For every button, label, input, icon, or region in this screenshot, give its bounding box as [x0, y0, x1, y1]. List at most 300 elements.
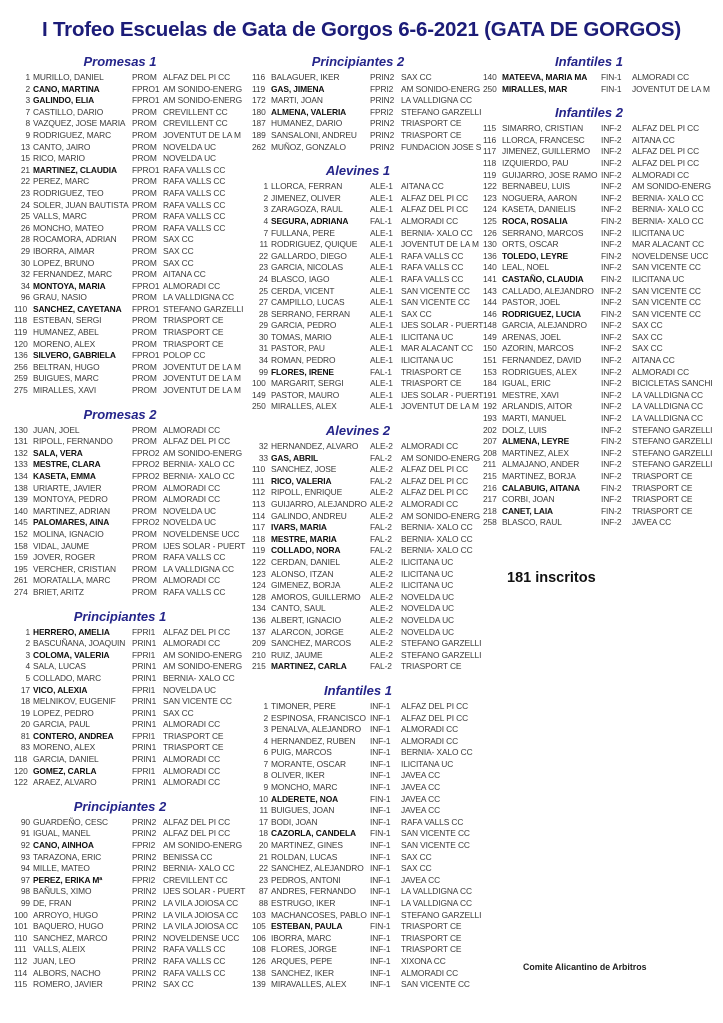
category-title: Promesas 1 [83, 54, 157, 69]
rider-name: CAMPILLO, LUCAS [271, 297, 345, 308]
rider-row [252, 343, 488, 355]
rider-category: INF-1 [370, 863, 391, 874]
rider-name: FLORES, IRENE [271, 366, 334, 377]
rider-club: BERNIA- XALO CC [163, 672, 235, 683]
rider-name: CERDAN, DANIEL [271, 556, 340, 567]
rider-number: 29 [20, 245, 30, 256]
rider-club: XIXONA CC [401, 955, 446, 966]
rider-name: CALLADO, ALEJANDRO [502, 285, 594, 296]
rider-category: FIN-1 [601, 83, 622, 94]
rider-row [252, 794, 488, 806]
rider-category: PROM [132, 385, 157, 396]
rider-number: 124 [252, 580, 266, 591]
rider-number: 3 [25, 95, 30, 106]
rider-name: HUMANEZ, DARIO [271, 118, 343, 129]
rider-row [483, 471, 719, 483]
rider-row [14, 506, 250, 518]
rider-club: LA VALLDIGNA CC [632, 389, 703, 400]
rider-number: 32 [258, 441, 268, 452]
rider-number: 22 [258, 250, 268, 261]
rider-name: RODRIGUEZ, MARC [33, 129, 112, 140]
rider-category: INF-2 [601, 424, 622, 435]
rider-name: ALBERT, IGNACIO [271, 614, 342, 625]
rider-club: NOVELDENSE UCC [163, 528, 240, 539]
rider-number: 259 [14, 373, 28, 384]
rider-name: KASETA, DANIELIS [502, 204, 576, 215]
rider-name: ALARCON, JORGE [271, 626, 344, 637]
rider-club: TRIASPORT CE [632, 482, 693, 493]
rider-category: INF-2 [601, 192, 622, 203]
rider-category: PRIN1 [132, 696, 157, 707]
rider-category: FIN-2 [601, 250, 622, 261]
rider-name: IZQUIERDO, PAU [502, 157, 569, 168]
rider-category: ALE-2 [370, 626, 393, 637]
rider-number: 134 [252, 603, 266, 614]
rider-name: JUAN, JOEL [33, 424, 80, 435]
rider-name: RIPOLL, ENRIQUE [271, 487, 343, 498]
rider-row [252, 747, 488, 759]
rider-number: 133 [14, 459, 28, 470]
rider-name: NOGUERA, AARON [502, 192, 577, 203]
rider-row [483, 413, 719, 425]
rider-row [14, 685, 250, 697]
rider-name: MONTOYA, MARIA [33, 280, 106, 291]
rider-club: ALMORADI CC [163, 777, 221, 788]
rider-number: 7 [25, 106, 30, 117]
rider-club: STEFANO GARZELLI [632, 424, 713, 435]
rider-category: PROM [132, 141, 157, 152]
rider-number: 17 [20, 684, 30, 695]
rider-row [252, 239, 488, 251]
rider-number: 152 [14, 528, 28, 539]
rider-number: 26 [20, 222, 30, 233]
rider-row [483, 228, 719, 240]
rider-number: 126 [483, 227, 497, 238]
rider-club: SAN VICENTE CC [401, 828, 470, 839]
rider-club: ALFAZ DEL PI CC [401, 192, 469, 203]
rider-row [252, 615, 488, 627]
rider-category: PRIN2 [370, 72, 395, 82]
rider-number: 141 [483, 273, 497, 284]
rider-name: LLORCA, FERRAN [271, 181, 343, 192]
rider-row [483, 239, 719, 251]
rider-number: 4 [263, 735, 268, 746]
rider-name: ROMAN, PEDRO [271, 355, 336, 366]
rider-category: INF-2 [601, 123, 622, 134]
rider-category: PROM [132, 118, 157, 129]
rider-club: RAFA VALLS CC [163, 552, 226, 563]
rider-club: BERNIA- XALO CC [163, 459, 235, 470]
rider-category: PRIN2 [370, 95, 395, 106]
rider-name: MATEEVA, MARIA MA [502, 72, 588, 82]
rider-club: SAX CC [163, 257, 194, 268]
rider-club: ALMORADI CC [163, 280, 221, 291]
rider-category: PROM [132, 222, 157, 233]
rider-category: PRIN2 [370, 141, 395, 152]
rider-name: TARAZONA, ERIC [33, 851, 102, 862]
rider-row [252, 650, 488, 662]
rider-number: 20 [258, 840, 268, 851]
rider-category: FAL-1 [370, 215, 392, 226]
rider-number: 110 [14, 303, 28, 314]
rider-name: BODI, JOAN [271, 816, 318, 827]
rider-category: PRIN2 [132, 979, 157, 990]
rider-club: RAFA VALLS CC [163, 199, 226, 210]
rider-name: SANCHEZ, IKER [271, 967, 334, 978]
rider-number: 131 [14, 436, 28, 447]
rider-row [252, 782, 488, 794]
rider-number: 17 [258, 816, 268, 827]
rider-name: CASTAÑO, CLAUDIA [502, 273, 584, 284]
rider-club: TRIASPORT CE [163, 742, 224, 753]
rider-number: 111 [252, 475, 265, 486]
rider-club: ALMORADI CC [401, 724, 459, 735]
rider-number: 250 [252, 401, 266, 412]
rider-name: FERNANDEZ, MARC [33, 269, 112, 280]
rider-club: JAVEA CC [401, 874, 441, 885]
rider-name: DOLZ, LUIS [502, 424, 547, 435]
rider-number: 193 [483, 413, 497, 424]
rider-name: ARAEZ, ALVARO [33, 777, 97, 788]
rider-number: 30 [20, 257, 30, 268]
rider-name: GOMEZ, CARLA [33, 765, 97, 776]
rider-row [252, 759, 488, 771]
rider-number: 189 [252, 129, 266, 140]
rider-number: 110 [14, 932, 28, 943]
rider-name: TOLEDO, LEYRE [502, 250, 569, 261]
rider-name: MARTINEZ, CARLA [271, 661, 347, 672]
rider-category: INF-1 [370, 967, 391, 978]
rider-category: PROM [132, 72, 157, 82]
rider-number: 21 [258, 851, 268, 862]
rider-name: LOPEZ, BRUNO [33, 257, 95, 268]
rider-category: INF-1 [370, 909, 391, 920]
rider-club: BERNIA- XALO CC [632, 215, 704, 226]
rider-number: 1 [263, 700, 268, 711]
rider-name: RUIZ, JAUME [271, 649, 323, 660]
rider-category: PROM [132, 528, 157, 539]
rider-name: ARENAS, JOEL [502, 331, 561, 342]
rider-number: 112 [252, 487, 266, 498]
rider-row [252, 181, 488, 193]
rider-category: ALE-1 [370, 285, 393, 296]
rider-row [252, 72, 488, 84]
rider-category: INF-2 [601, 355, 622, 366]
rider-number: 113 [252, 499, 266, 509]
rider-number: 126 [252, 955, 266, 966]
rider-category: INF-2 [601, 134, 622, 145]
rider-number: 209 [252, 638, 266, 649]
rider-category: ALE-2 [370, 614, 393, 625]
rider-club: TRIASPORT CE [632, 505, 693, 516]
rider-number: 136 [14, 350, 28, 361]
rider-number: 158 [14, 540, 28, 551]
rider-club: ALFAZ DEL PI CC [163, 436, 231, 447]
rider-club: BERNIA- XALO CC [401, 522, 473, 533]
rider-name: MORATALLA, MARC [33, 575, 111, 586]
rider-name: ROLDAN, LUCAS [271, 851, 338, 862]
rider-club: STEFANO GARZELLI [632, 436, 713, 447]
rider-category: PRIN2 [132, 967, 157, 978]
rider-row [14, 315, 250, 327]
rider-name: VAZQUEZ, JOSE MARIA [33, 118, 126, 129]
rider-category: INF-2 [601, 227, 622, 238]
rider-number: 19 [20, 707, 30, 718]
rider-number: 87 [258, 886, 268, 897]
rider-category: FPRI1 [132, 684, 156, 695]
rider-row [483, 297, 719, 309]
rider-name: MIRALLES, XAVI [33, 385, 97, 396]
rider-number: 116 [483, 134, 497, 145]
rider-number: 23 [258, 262, 268, 273]
rider-club: SAN VICENTE CC [163, 696, 232, 707]
category-title: Infantiles 2 [555, 105, 623, 121]
rider-category: ALE-1 [370, 343, 393, 354]
rider-club: NOVELDA UC [163, 505, 216, 516]
total-registered: 181 inscritos [507, 570, 596, 586]
rider-category: PRIN1 [132, 754, 157, 765]
rider-name: MILLE, MATEO [33, 863, 90, 874]
category-section [252, 163, 488, 413]
rider-number: 101 [14, 921, 28, 932]
rider-club: JOVENTUT DE LA M [163, 373, 241, 384]
rider-name: PALOMARES, AINA [33, 517, 110, 528]
rider-number: 153 [483, 366, 497, 377]
rider-name: GALINDO, ANDREU [271, 510, 347, 521]
rider-club: ALMORADI CC [163, 765, 221, 776]
rider-row [14, 638, 250, 650]
rider-club: RAFA VALLS CC [163, 955, 226, 966]
rider-number: 138 [14, 482, 28, 493]
rider-club: CREVILLENT CC [163, 106, 228, 117]
rider-row [252, 332, 488, 344]
rider-club: AITANA CC [401, 181, 444, 192]
rider-club: ILICITANA UC [401, 355, 454, 366]
rider-name: PENALVA, ALEJANDRO [271, 724, 362, 735]
rider-category: FIN-1 [370, 921, 391, 932]
category-section [252, 423, 488, 673]
rider-number: 208 [483, 447, 497, 458]
rider-row [483, 170, 719, 182]
category-section [14, 609, 250, 789]
rider-name: BERNABEU, LUIS [502, 181, 570, 192]
rider-name: IGUAL, ERIC [502, 378, 551, 389]
rider-number: 88 [258, 898, 268, 908]
rider-category: INF-1 [370, 874, 391, 885]
rider-category: INF-2 [601, 471, 622, 481]
rider-row [14, 921, 250, 933]
rider-number: 140 [14, 505, 28, 516]
rider-number: 24 [20, 199, 30, 210]
rider-row [14, 350, 250, 362]
rider-club: AM SONIDO-ENERG [163, 840, 242, 851]
rider-name: IBORRA, AIMAR [33, 245, 95, 256]
rider-name: GALINDO, ELIA [33, 95, 95, 106]
rider-club: RAFA VALLS CC [163, 586, 226, 597]
rider-name: VALLS, MARC [33, 211, 87, 222]
rider-club: SAX CC [632, 331, 663, 342]
rider-category: FPRI1 [132, 649, 156, 660]
rider-name: VICO, ALEXIA [33, 684, 88, 695]
rider-name: MARTI, JOAN [271, 95, 323, 106]
rider-club: ALFAZ DEL PI CC [401, 487, 469, 498]
rider-club: TRIASPORT CE [401, 366, 462, 377]
rider-name: SANCHEZ, MARCOS [271, 638, 351, 649]
rider-category: PROM [132, 199, 157, 210]
rider-row [483, 251, 719, 263]
rider-category: FIN-2 [601, 308, 622, 319]
rider-name: SANCHEZ, CAYETANA [33, 303, 122, 314]
rider-category: INF-1 [370, 712, 391, 723]
rider-club: ALFAZ DEL PI CC [401, 712, 469, 723]
rider-row [252, 464, 488, 476]
rider-name: GUIJARRO, ALEJANDRO [271, 499, 367, 509]
rider-club: AITANA CC [632, 355, 675, 366]
rider-row [14, 627, 250, 639]
rider-club: LA VALLDIGNA CC [632, 401, 703, 412]
rider-row [483, 84, 719, 96]
rider-number: 97 [20, 874, 30, 885]
rider-category: INF-2 [601, 343, 622, 354]
rider-category: ALE-1 [370, 331, 393, 342]
rider-category: PROM [132, 245, 157, 256]
rider-row [252, 968, 488, 980]
rider-number: 3 [263, 204, 268, 215]
rider-row [483, 367, 719, 379]
rider-category: INF-2 [601, 204, 622, 215]
rider-name: MARTINEZ, ADRIAN [33, 505, 110, 516]
rider-number: 132 [14, 447, 28, 458]
rider-row [252, 511, 488, 523]
rider-row [14, 875, 250, 887]
rider-name: HERNANDEZ, RUBEN [271, 735, 356, 746]
rider-row [14, 564, 250, 576]
rider-club: NOVELDA UC [401, 614, 454, 625]
rider-row [252, 107, 488, 119]
rider-row [252, 309, 488, 321]
rider-name: CANTO, JAIRO [33, 141, 91, 152]
rider-row [252, 522, 488, 534]
rider-number: 114 [14, 967, 28, 978]
rider-name: MONCHO, MARC [271, 782, 338, 793]
rider-club: STEFANO GARZELLI [632, 447, 713, 458]
rider-row [14, 176, 250, 188]
category-section [252, 54, 488, 153]
rider-number: 207 [483, 436, 497, 447]
rider-name: BELTRAN, HUGO [33, 361, 100, 372]
rider-category: ALE-2 [370, 603, 393, 614]
rider-number: 7 [263, 758, 268, 769]
rider-category: FPRI1 [132, 765, 156, 776]
rider-row [483, 123, 719, 135]
rider-number: 151 [483, 355, 497, 366]
rider-name: MESTRE, XAVI [502, 389, 559, 400]
rider-name: ESPINOSA, FRANCISCO [271, 712, 366, 723]
rider-category: FIN-2 [601, 273, 622, 284]
rider-name: BAQUERO, HUGO [33, 921, 104, 932]
rider-row [14, 766, 250, 778]
rider-club: STEFANO GARZELLI [401, 909, 482, 920]
rider-name: BRIET, ARITZ [33, 586, 84, 597]
rider-row [252, 130, 488, 142]
rider-name: ALMENA, VALERIA [271, 106, 347, 117]
rider-number: 92 [20, 840, 30, 851]
rider-name: ROCAMORA, ADRIAN [33, 234, 117, 245]
rider-number: 117 [483, 146, 497, 157]
rider-name: CONTERO, ANDREA [33, 730, 114, 741]
rider-category: PROM [132, 563, 157, 574]
rider-row [14, 258, 250, 270]
rider-category: INF-2 [601, 157, 622, 168]
rider-row [252, 979, 488, 991]
rider-club: ALMORADI CC [401, 967, 459, 978]
rider-row [252, 286, 488, 298]
rider-name: RODRIGUEZ, TEO [33, 187, 104, 198]
rider-number: 6 [263, 747, 268, 758]
rider-club: ALFAZ DEL PI CC [163, 626, 231, 637]
rider-row [14, 673, 250, 685]
rider-category: PRIN2 [132, 898, 157, 908]
rider-number: 122 [483, 181, 497, 192]
rider-club: CREVILLENT CC [163, 874, 228, 885]
rider-name: DE, FRAN [33, 898, 72, 908]
rider-name: MARTI, MANUEL [502, 413, 567, 424]
rider-number: 25 [20, 211, 30, 222]
rider-name: CASTILLO, DARIO [33, 106, 104, 117]
rider-club: SAN VICENTE CC [632, 262, 701, 273]
rider-name: MIRAVALLES, ALEX [271, 979, 347, 990]
rider-row [252, 545, 488, 557]
rider-row [252, 534, 488, 546]
rider-row [252, 603, 488, 615]
rider-name: MARTINEZ, CLAUDIA [33, 164, 117, 175]
rider-number: 32 [20, 269, 30, 280]
rider-category: PROM [132, 575, 157, 586]
rider-row [252, 886, 488, 898]
rider-club: NOVELDA UC [401, 603, 454, 614]
rider-name: SALA, VERA [33, 447, 83, 458]
rider-number: 139 [252, 979, 266, 990]
rider-category: PRIN2 [370, 118, 395, 129]
rider-name: VALLS, ALEIX [33, 944, 86, 955]
rider-row [14, 385, 250, 397]
rider-row [252, 320, 488, 332]
rider-club: BERNIA- XALO CC [401, 533, 473, 544]
rider-club: JOVENTUT DE LA M [163, 361, 241, 372]
rider-name: RODRIGUEZ, LUCIA [502, 308, 581, 319]
rider-row [14, 742, 250, 754]
rider-number: 130 [14, 424, 28, 435]
rider-club: JAVEA CC [401, 770, 441, 781]
rider-number: 115 [483, 123, 497, 134]
rider-club: BENISSA CC [163, 851, 213, 862]
rider-club: BERNIA- XALO CC [632, 204, 704, 215]
rider-number: 116 [252, 72, 266, 82]
rider-row [252, 713, 488, 725]
rider-category: PROM [132, 338, 157, 349]
rider-number: 123 [252, 568, 266, 579]
rider-row [14, 425, 250, 437]
rider-name: CORBI, JOAN [502, 494, 555, 505]
rider-name: URIARTE, JAVIER [33, 482, 102, 493]
rider-name: CALABUIG, AITANA [502, 482, 580, 493]
rider-club: SAX CC [163, 234, 194, 245]
rider-number: 105 [252, 921, 266, 932]
rider-number: 130 [483, 239, 497, 250]
rider-club: RAFA VALLS CC [163, 211, 226, 222]
rider-name: SIMARRO, CRISTIAN [502, 123, 584, 134]
rider-category: INF-2 [601, 413, 622, 424]
